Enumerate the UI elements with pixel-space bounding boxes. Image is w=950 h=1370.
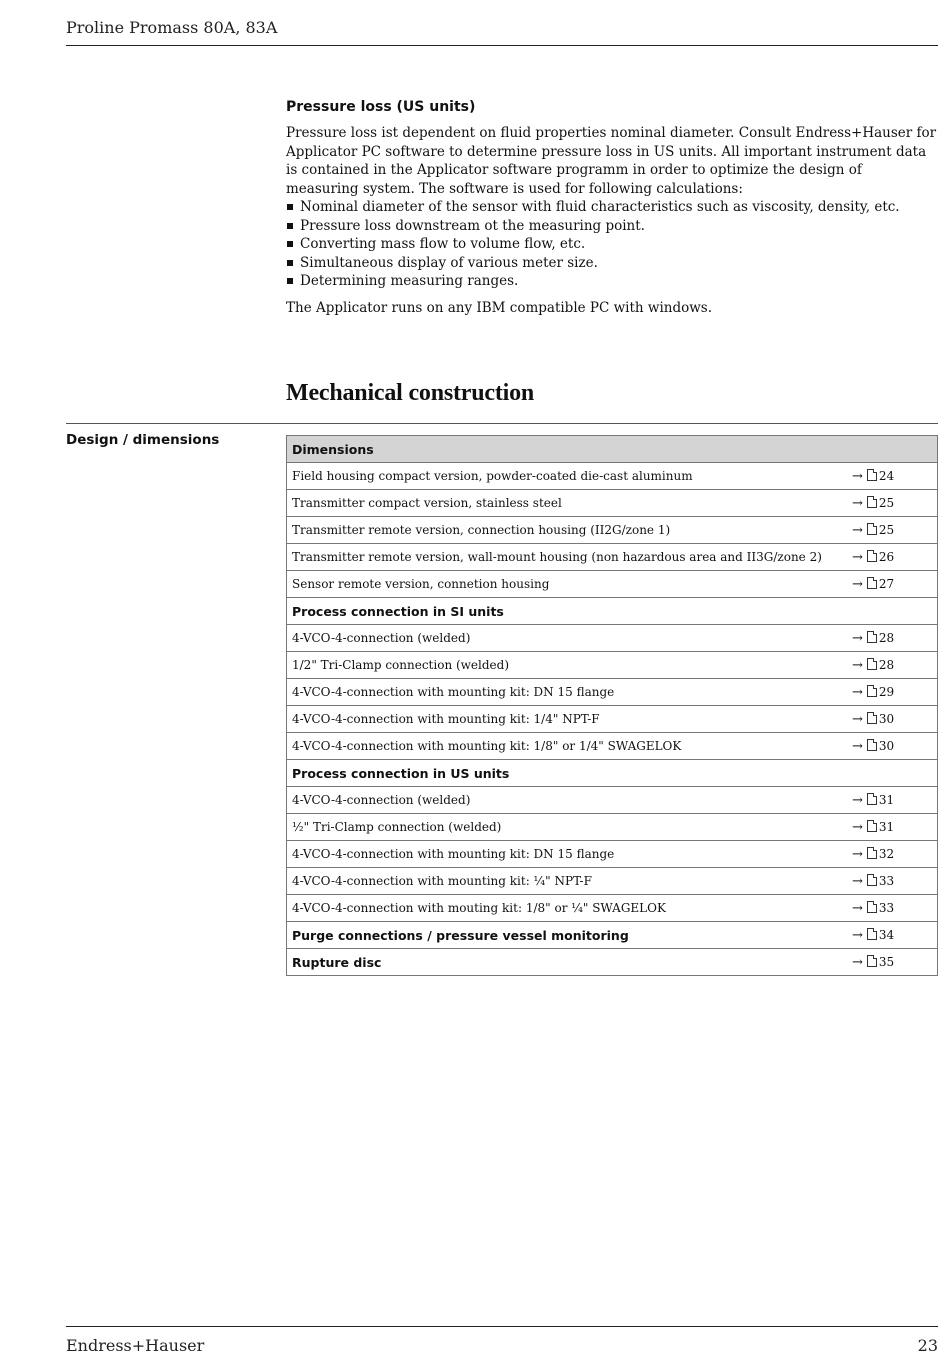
- list-item: Nominal diameter of the sensor with fluid characteristics such as viscosity, density, etc.: [286, 198, 938, 217]
- page-ref-number[interactable]: 28: [878, 657, 895, 672]
- arrow-right-icon: →: [852, 792, 863, 808]
- table-row: [287, 841, 938, 868]
- page-reference[interactable]: [852, 625, 938, 652]
- page-ref-number[interactable]: 26: [878, 549, 895, 564]
- table-row: [287, 517, 938, 544]
- page-reference[interactable]: [852, 733, 938, 760]
- arrow-right-icon: →: [852, 468, 863, 484]
- row-label: Transmitter remote version, connection housing (II2G/zone 1): [287, 517, 853, 544]
- table-header-row: [287, 436, 938, 463]
- arrow-right-icon: →: [852, 522, 863, 538]
- table-row: [287, 598, 938, 625]
- arrow-right-icon: →: [852, 657, 863, 673]
- pressure-loss-heading: Pressure loss (US units): [286, 99, 476, 115]
- row-label: Process connection in US units: [287, 760, 853, 787]
- arrow-right-icon: →: [852, 576, 863, 592]
- page-ref-number[interactable]: 31: [878, 792, 895, 807]
- table-row: [287, 733, 938, 760]
- row-label: Purge connections / pressure vessel monitoring: [287, 922, 853, 949]
- page-ref-number[interactable]: 29: [878, 684, 895, 699]
- dimensions-table: [286, 435, 938, 976]
- table-row: [287, 571, 938, 598]
- page-reference[interactable]: [852, 463, 938, 490]
- arrow-right-icon: →: [852, 711, 863, 727]
- page-icon: [867, 469, 877, 481]
- page-icon: [867, 901, 877, 913]
- list-item: Determining measuring ranges.: [286, 272, 938, 291]
- row-label: 4-VCO-4-connection with mounting kit: DN 15 flange: [287, 841, 853, 868]
- page-ref-number[interactable]: 27: [878, 576, 895, 591]
- arrow-right-icon: →: [852, 549, 863, 565]
- page-icon: [867, 523, 877, 535]
- row-label: 4-VCO-4-connection with mounting kit: 1/4" NPT-F: [287, 706, 853, 733]
- row-label: 4-VCO-4-connection (welded): [287, 787, 853, 814]
- table-header: Dimensions: [287, 436, 938, 463]
- page-reference[interactable]: [852, 652, 938, 679]
- arrow-right-icon: →: [852, 927, 863, 943]
- arrow-right-icon: →: [852, 684, 863, 700]
- page-icon: [867, 874, 877, 886]
- page-reference[interactable]: [852, 787, 938, 814]
- page-reference[interactable]: [852, 814, 938, 841]
- list-item: Converting mass flow to volume flow, etc.: [286, 235, 938, 254]
- table-row: [287, 679, 938, 706]
- arrow-right-icon: →: [852, 495, 863, 511]
- row-label: 4-VCO-4-connection with mouting kit: 1/8" or ¼" SWAGELOK: [287, 895, 853, 922]
- page-ref-number[interactable]: 25: [878, 495, 895, 510]
- page-icon: [867, 847, 877, 859]
- table-row: [287, 760, 938, 787]
- page-icon: [867, 577, 877, 589]
- page-icon: [867, 955, 877, 967]
- arrow-right-icon: →: [852, 819, 863, 835]
- page-reference: [852, 598, 938, 625]
- page-icon: [867, 712, 877, 724]
- page-ref-number[interactable]: 31: [878, 819, 895, 834]
- page-reference[interactable]: [852, 706, 938, 733]
- footer-brand: Endress+Hauser: [66, 1336, 205, 1355]
- page-ref-number[interactable]: 33: [878, 900, 895, 915]
- row-label: 4-VCO-4-connection with mounting kit: ¼" NPT-F: [287, 868, 853, 895]
- page-icon: [867, 685, 877, 697]
- row-label: Transmitter compact version, stainless steel: [287, 490, 853, 517]
- list-item: Pressure loss downstream ot the measuring point.: [286, 217, 938, 236]
- row-label: Transmitter remote version, wall-mount housing (non hazardous area and II3G/zone 2): [287, 544, 853, 571]
- section-divider: [66, 423, 938, 424]
- row-label: 1/2" Tri-Clamp connection (welded): [287, 652, 853, 679]
- page-icon: [867, 550, 877, 562]
- page-reference[interactable]: [852, 868, 938, 895]
- page-icon: [867, 928, 877, 940]
- row-label: Field housing compact version, powder-coated die-cast aluminum: [287, 463, 853, 490]
- table-row: [287, 949, 938, 976]
- row-label: 4-VCO-4-connection with mounting kit: 1/8" or 1/4" SWAGELOK: [287, 733, 853, 760]
- page-reference[interactable]: [852, 922, 938, 949]
- calculation-list: [286, 198, 938, 291]
- table-row: [287, 463, 938, 490]
- page-reference[interactable]: [852, 679, 938, 706]
- table-row: [287, 814, 938, 841]
- page-icon: [867, 631, 877, 643]
- table-row: [287, 895, 938, 922]
- page-reference[interactable]: [852, 895, 938, 922]
- page-reference: [852, 760, 938, 787]
- table-row: [287, 787, 938, 814]
- page-number: 23: [917, 1336, 938, 1355]
- table-row: [287, 625, 938, 652]
- arrow-right-icon: →: [852, 630, 863, 646]
- pressure-loss-section: [286, 99, 938, 317]
- table-row: [287, 922, 938, 949]
- header-title: Proline Promass 80A, 83A: [66, 18, 278, 37]
- side-label: Design / dimensions: [66, 432, 220, 448]
- row-label: Rupture disc: [287, 949, 853, 976]
- table-row: [287, 706, 938, 733]
- page-ref-number[interactable]: 33: [878, 873, 895, 888]
- pressure-loss-intro: Pressure loss ist dependent on fluid properties nominal diameter. Consult Endress+Hauser for Applicator PC software to determine pressure loss in US units. All important instrument data is contained in the Applicator software programm in order to optimize the design of measuring system. The software is used for following calculations:: [286, 125, 937, 197]
- page-ref-number[interactable]: 30: [878, 711, 895, 726]
- footer-divider: [66, 1326, 938, 1327]
- arrow-right-icon: →: [852, 900, 863, 916]
- page-reference[interactable]: [852, 544, 938, 571]
- page-ref-number[interactable]: 35: [878, 954, 895, 969]
- list-item: Simultaneous display of various meter size.: [286, 254, 938, 273]
- page-reference[interactable]: [852, 841, 938, 868]
- page-icon: [867, 793, 877, 805]
- page-reference[interactable]: [852, 949, 938, 976]
- page-icon: [867, 658, 877, 670]
- page-ref-number[interactable]: 28: [878, 630, 895, 645]
- page-icon: [867, 739, 877, 751]
- row-label: Process connection in SI units: [287, 598, 853, 625]
- row-label: ½" Tri-Clamp connection (welded): [287, 814, 853, 841]
- table-row: [287, 652, 938, 679]
- table-row: [287, 490, 938, 517]
- page-ref-number[interactable]: 25: [878, 522, 895, 537]
- row-label: 4-VCO-4-connection with mounting kit: DN 15 flange: [287, 679, 853, 706]
- arrow-right-icon: →: [852, 738, 863, 754]
- page-reference[interactable]: [852, 571, 938, 598]
- page-ref-number[interactable]: 32: [878, 846, 895, 861]
- header-divider: [66, 45, 938, 46]
- row-label: 4-VCO-4-connection (welded): [287, 625, 853, 652]
- page-ref-number[interactable]: 34: [878, 927, 895, 942]
- page-reference[interactable]: [852, 517, 938, 544]
- arrow-right-icon: →: [852, 873, 863, 889]
- section-heading: Mechanical construction: [286, 380, 535, 406]
- table-row: [287, 868, 938, 895]
- page-ref-number[interactable]: 24: [878, 468, 895, 483]
- arrow-right-icon: →: [852, 846, 863, 862]
- arrow-right-icon: →: [852, 954, 863, 970]
- applicator-note: The Applicator runs on any IBM compatible PC with windows.: [286, 299, 713, 316]
- table-row: [287, 544, 938, 571]
- page-reference[interactable]: [852, 490, 938, 517]
- page-icon: [867, 496, 877, 508]
- page-ref-number[interactable]: 30: [878, 738, 895, 753]
- page-icon: [867, 820, 877, 832]
- row-label: Sensor remote version, connetion housing: [287, 571, 853, 598]
